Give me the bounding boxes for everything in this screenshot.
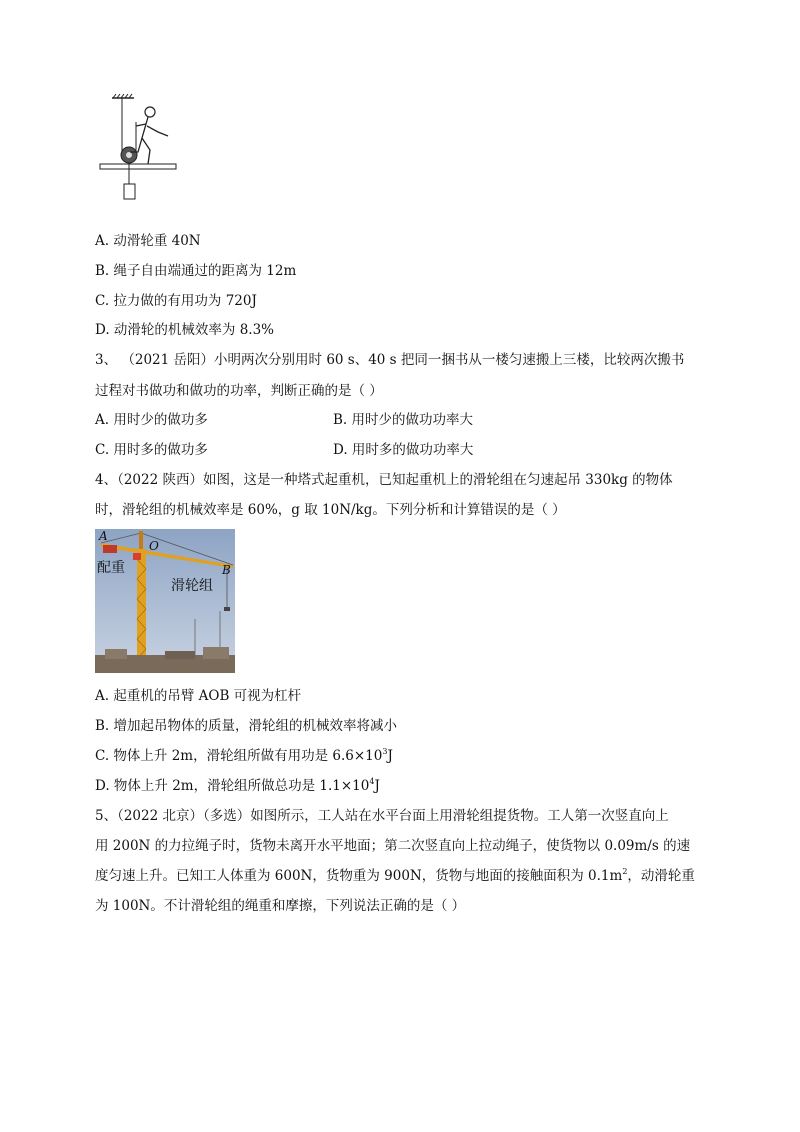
q4-option-c: C. 物体上升 2m，滑轮组所做有用功是 $6.6\times 10^3J$ — [95, 747, 393, 764]
q4-option-a: A. 起重机的吊臂 AOB 可视为杠杆 — [95, 688, 302, 704]
pulley-worker-figure — [98, 92, 180, 202]
q2-option-b: B. 绳子自由端通过的距离为 12m — [95, 263, 297, 279]
q4-stem-line1: 4、（2022 陕西）如图，这是一种塔式起重机，已知起重机上的滑轮组在匀速起吊 330kg 的物体 — [95, 472, 673, 488]
crane-label-b: B — [222, 563, 231, 577]
q5-stem-line1: 5、（2022 北京）（多选）如图所示，工人站在水平台面上用滑轮组提货物。工人第一次竖直向上 — [95, 808, 669, 824]
q4-stem-line2: 时，滑轮组的机械效率是 60%，g 取 10N/kg。下列分析和计算错误的是（ ） — [95, 502, 566, 518]
crane-label-a: A — [99, 529, 108, 543]
q5-stem-line3: 度匀速上升。已知工人体重为 600N，货物重为 900N，货物与地面的接触面积为 $0.1m^2$，动滑轮重 — [95, 867, 695, 884]
q2-option-a: A. 动滑轮重 40N — [95, 233, 201, 249]
q4-option-b: B. 增加起吊物体的质量，滑轮组的机械效率将减小 — [95, 718, 398, 734]
q4-option-d: D. 物体上升 2m，滑轮组所做总功是 $1.1\times 10^4J$ — [95, 777, 380, 794]
q3-stem-line1: 3、 （2021 岳阳）小明两次分别用时 60 s、40 s 把同一捆书从一楼匀速搬上三楼，比较两次搬书 — [95, 352, 685, 368]
crane-label-pulley-group: 滑轮组 — [171, 578, 213, 594]
q5-stem-line2: 用 200N 的力拉绳子时，货物未离开水平地面；第二次竖直向上拉动绳子，使货物以 0.09m/s 的速 — [95, 838, 691, 854]
q3-option-d: D. 用时多的做功功率大 — [333, 442, 474, 458]
q3-option-b: B. 用时少的做功功率大 — [333, 412, 474, 428]
crane-label-o: O — [149, 539, 159, 553]
q3-stem-line2: 过程对书做功和做功的功率，判断正确的是（ ） — [95, 383, 383, 399]
q2-option-c: C. 拉力做的有用功为 720J — [95, 293, 257, 309]
tower-crane-photo — [95, 529, 235, 673]
crane-label-counterweight: 配重 — [97, 560, 125, 576]
q5-stem-line4: 为 100N。不计滑轮组的绳重和摩擦，下列说法正确的是（ ） — [95, 898, 466, 914]
q3-option-c: C. 用时多的做功多 — [95, 442, 208, 458]
q3-option-a: A. 用时少的做功多 — [95, 412, 208, 428]
q2-option-d: D. 动滑轮的机械效率为 8.3% — [95, 322, 275, 338]
